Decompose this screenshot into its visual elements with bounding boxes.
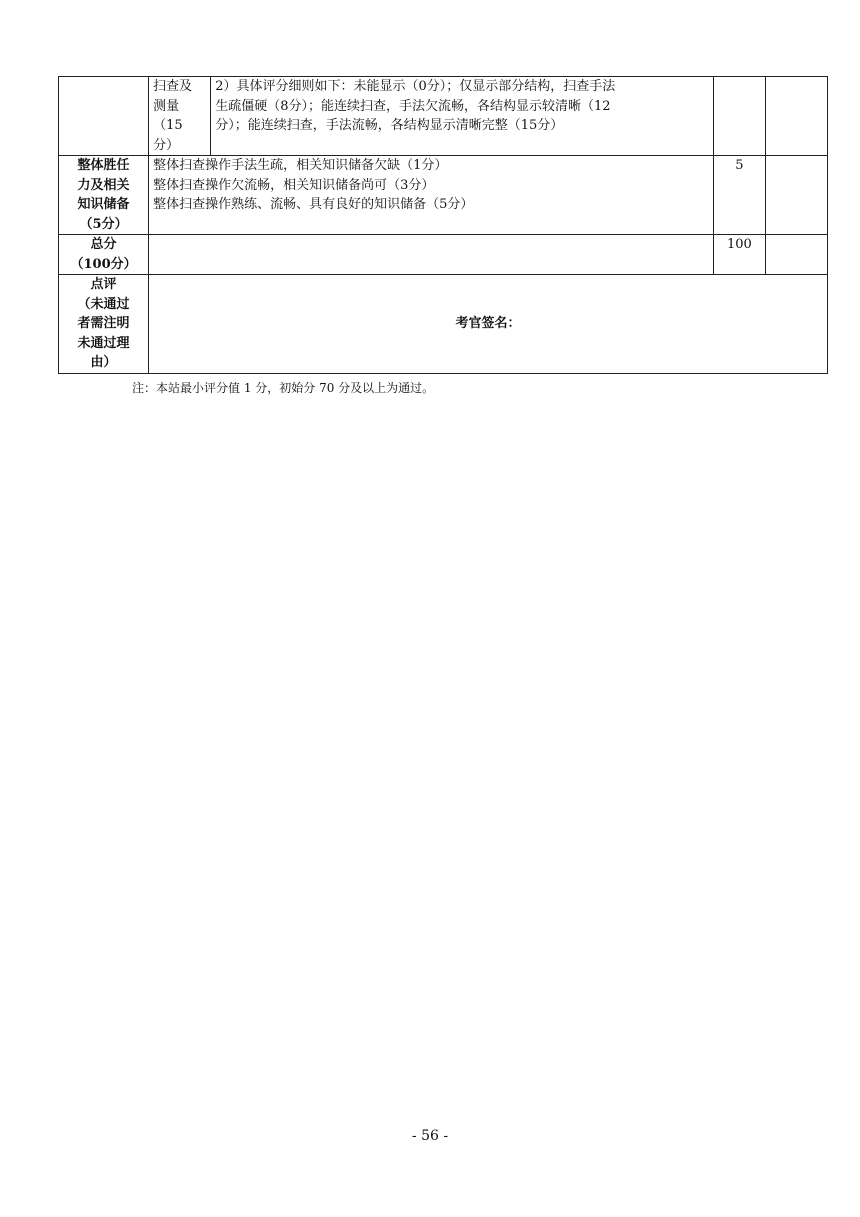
sub-category-line: 测量 [153, 98, 180, 114]
actual-score-cell [765, 77, 827, 156]
category-line: 点评 [90, 277, 117, 292]
score-cell [713, 77, 765, 156]
sub-category-line: 分） [153, 137, 180, 153]
category-cell [59, 235, 149, 275]
category-cell [59, 156, 149, 235]
scoring-table [58, 76, 828, 374]
category-line: 未通过理 [77, 335, 130, 351]
category-line: 由） [90, 355, 117, 370]
category-line: 力及相关 [77, 177, 130, 193]
criteria-line: 生疏僵硬（8分）；能连续扫查，手法欠流畅，各结构显示较清晰（12 [215, 98, 611, 114]
category-cell-empty [59, 77, 149, 156]
actual-score-cell [765, 235, 827, 275]
score-cell: 5 [713, 156, 765, 235]
table-row-comment [59, 275, 828, 374]
criteria-line: 分）；能连续扫查，手法流畅，各结构显示清晰完整（15分） [215, 118, 564, 133]
category-line: （未通过 [77, 296, 130, 312]
actual-score-cell [765, 156, 827, 235]
category-line: 整体胜任 [77, 158, 130, 173]
examiner-signature-label: 考官签名： [455, 316, 521, 331]
category-cell [59, 275, 149, 374]
sub-category-line: 扫查及 [153, 79, 193, 94]
score-cell: 100 [713, 235, 765, 275]
sub-category-cell [149, 77, 211, 156]
table-row-total [59, 235, 828, 275]
category-line: （5分） [79, 216, 128, 232]
sub-category-line: （15 [153, 118, 183, 133]
table-row-competency [59, 156, 828, 235]
criteria-cell [211, 77, 714, 156]
signature-cell [149, 275, 828, 374]
category-line: 总分 [90, 237, 117, 252]
category-line: （100分） [70, 256, 137, 272]
criteria-line: 整体扫查操作手法生疏，相关知识储备欠缺（1分） [153, 158, 448, 173]
footnote: 注：本站最小评分值 1 分，初始分 70 分及以上为通过。 [132, 381, 435, 395]
criteria-line: 2）具体评分细则如下：未能显示（0分）；仅显示部分结构，扫查手法 [215, 79, 616, 94]
category-line: 者需注明 [77, 316, 130, 331]
page-number: - 56 - [411, 1128, 449, 1144]
criteria-cell-empty [149, 235, 714, 275]
table-row-scan [59, 77, 828, 156]
criteria-line: 整体扫查操作熟练、流畅、具有良好的知识储备（5分） [153, 197, 474, 212]
criteria-line: 整体扫查操作欠流畅，相关知识储备尚可（3分） [153, 177, 435, 193]
criteria-cell [149, 156, 714, 235]
category-line: 知识储备 [77, 197, 130, 212]
